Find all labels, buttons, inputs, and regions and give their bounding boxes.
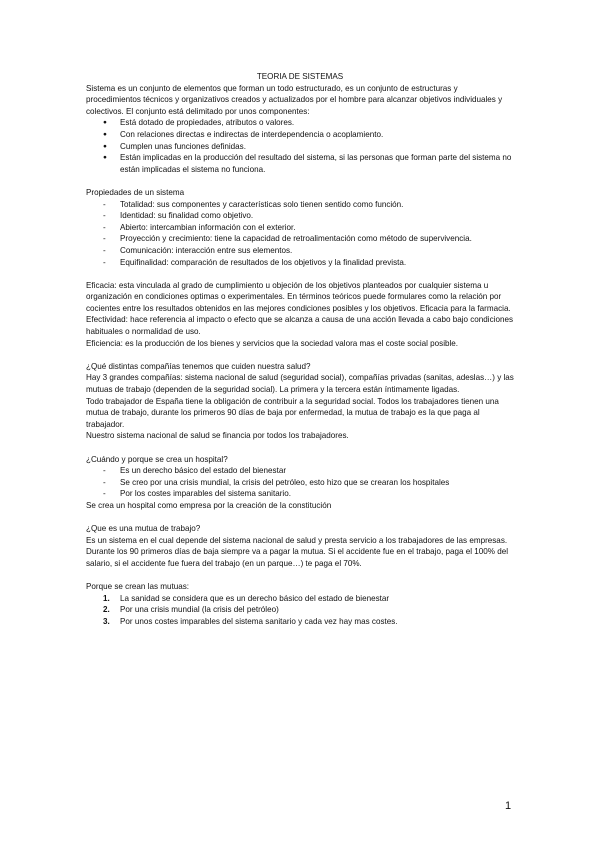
list-item: ● Con relaciones directas e indirectas de interdependencia o acoplamiento. [86, 129, 514, 141]
paragraph: Hay 3 grandes compañías: sistema nacional de salud (seguridad social), compañías privadas (sanitas, adeslas…) y las mutuas de trabajo (dependen de la seguridad social). La primera y la tercera están íntimamente ligadas. [86, 373, 514, 395]
list-item [86, 593, 514, 605]
list-item: - Proyección y crecimiento: tiene la capacidad de retroalimentación como método de supervivencia. [86, 233, 514, 245]
properties-heading: Propiedades de un sistema [86, 187, 185, 197]
list-item: - Comunicación: interacción entre sus elementos. [86, 245, 514, 257]
page-number: 1 [505, 800, 512, 812]
efectividad-paragraph: Efectividad: hace referencia al impacto o efecto que se alcanza a causa de una acción llevada a cabo bajo condiciones habituales o normalidad de uso. [86, 315, 513, 337]
list-item: - Totalidad: sus componentes y características solo tienen sentido como función. [86, 199, 514, 211]
intro-paragraph: Sistema es un conjunto de elementos que forman un todo estructurado, es un conjunto de estructuras y procedimientos técnicos y organizativos creados y actualizados por el hombre para alcanzar objetivos individuales y colectivos. El conjunto está delimitado por unos componentes: [86, 83, 503, 116]
document-title: TEORIA DE SISTEMAS [256, 72, 344, 81]
list-item: - Es un derecho básico del estado del bienestar [86, 465, 514, 477]
properties-list [86, 199, 514, 269]
list-number: 1. [103, 593, 110, 603]
question-heading: ¿Qué distintas compañías tenemos que cuiden nuestra salud? [86, 361, 311, 371]
question-heading: ¿Cuándo y porque se crea un hospital? [86, 454, 228, 464]
components-list [86, 117, 514, 175]
eficiencia-paragraph: Eficiencia: es la producción de los bienes y servicios que la sociedad valora mas el coste social posible. [86, 338, 459, 348]
list-item-text: Por unos costes imparables del sistema sanitario y cada vez hay mas costes. [120, 616, 398, 626]
paragraph: Nuestro sistema nacional de salud se financia por todos los trabajadores. [86, 431, 349, 441]
document-body [86, 71, 514, 628]
list-item [86, 616, 514, 628]
list-item-text: La sanidad se considera que es un derecho básico del estado de bienestar [120, 593, 390, 603]
list-item: - Abierto: intercambian información con el exterior. [86, 222, 514, 234]
list-item: ● Están implicadas en la producción del resultado del sistema, si las personas que forman parte del sistema no están implicadas el sistema no funciona. [86, 152, 514, 175]
list-item: ● Está dotado de propiedades, atributos o valores. [86, 117, 514, 129]
hospital-reasons-list [86, 465, 514, 500]
list-item: - Identidad: su finalidad como objetivo. [86, 210, 514, 222]
list-item [86, 604, 514, 616]
eficacia-paragraph: Eficacia: esta vinculada al grado de cumplimiento u objeción de los objetivos planteados por cualquier sistema u organización en condiciones optimas o experimentales. En términos teóricos puede formulares como la relación por cocientes entre los resultados obtenidos en las mejores condiciones posibles y los objetivos. Eficacia para la farmacia. [86, 280, 511, 313]
paragraph: Durante los 90 primeros días de baja siempre va a pagar la mutua. Si el accidente fue en el trabajo, paga el 100% del salario, si el accidente fue fuera del trabajo (en un parque…) te paga el 70%. [86, 547, 509, 568]
question-heading: ¿Que es una mutua de trabajo? [86, 524, 201, 534]
list-item: - Se creo por una crisis mundial, la crisis del petróleo, esto hizo que se crearan los hospitales [86, 477, 514, 489]
paragraph: Todo trabajador de España tiene la obligación de contribuir a la seguridad social. Todos los trabajadores tienen una mutua de trabajo, durante los primeros 90 días de baja por enfermedad, la mutua de trabajo es la que paga al trabajador. [86, 396, 499, 429]
list-item: ● Cumplen unas funciones definidas. [86, 141, 514, 153]
mutuas-reasons-list [86, 593, 514, 628]
list-item-text: Por una crisis mundial (la crisis del petróleo) [120, 605, 279, 615]
paragraph: Es un sistema en el cual depende del sistema nacional de salud y presta servicio a los trabajadores de las empresas. [86, 535, 508, 545]
list-number: 2. [103, 605, 110, 615]
question-heading: Porque se crean las mutuas: [86, 582, 190, 592]
list-item: - Por los costes imparables del sistema sanitario. [86, 488, 514, 500]
paragraph: Se crea un hospital como empresa por la creación de la constitución [86, 500, 332, 510]
list-item: - Equifinalidad: comparación de resultados de los objetivos y la finalidad prevista. [86, 257, 514, 269]
list-number: 3. [103, 616, 110, 626]
